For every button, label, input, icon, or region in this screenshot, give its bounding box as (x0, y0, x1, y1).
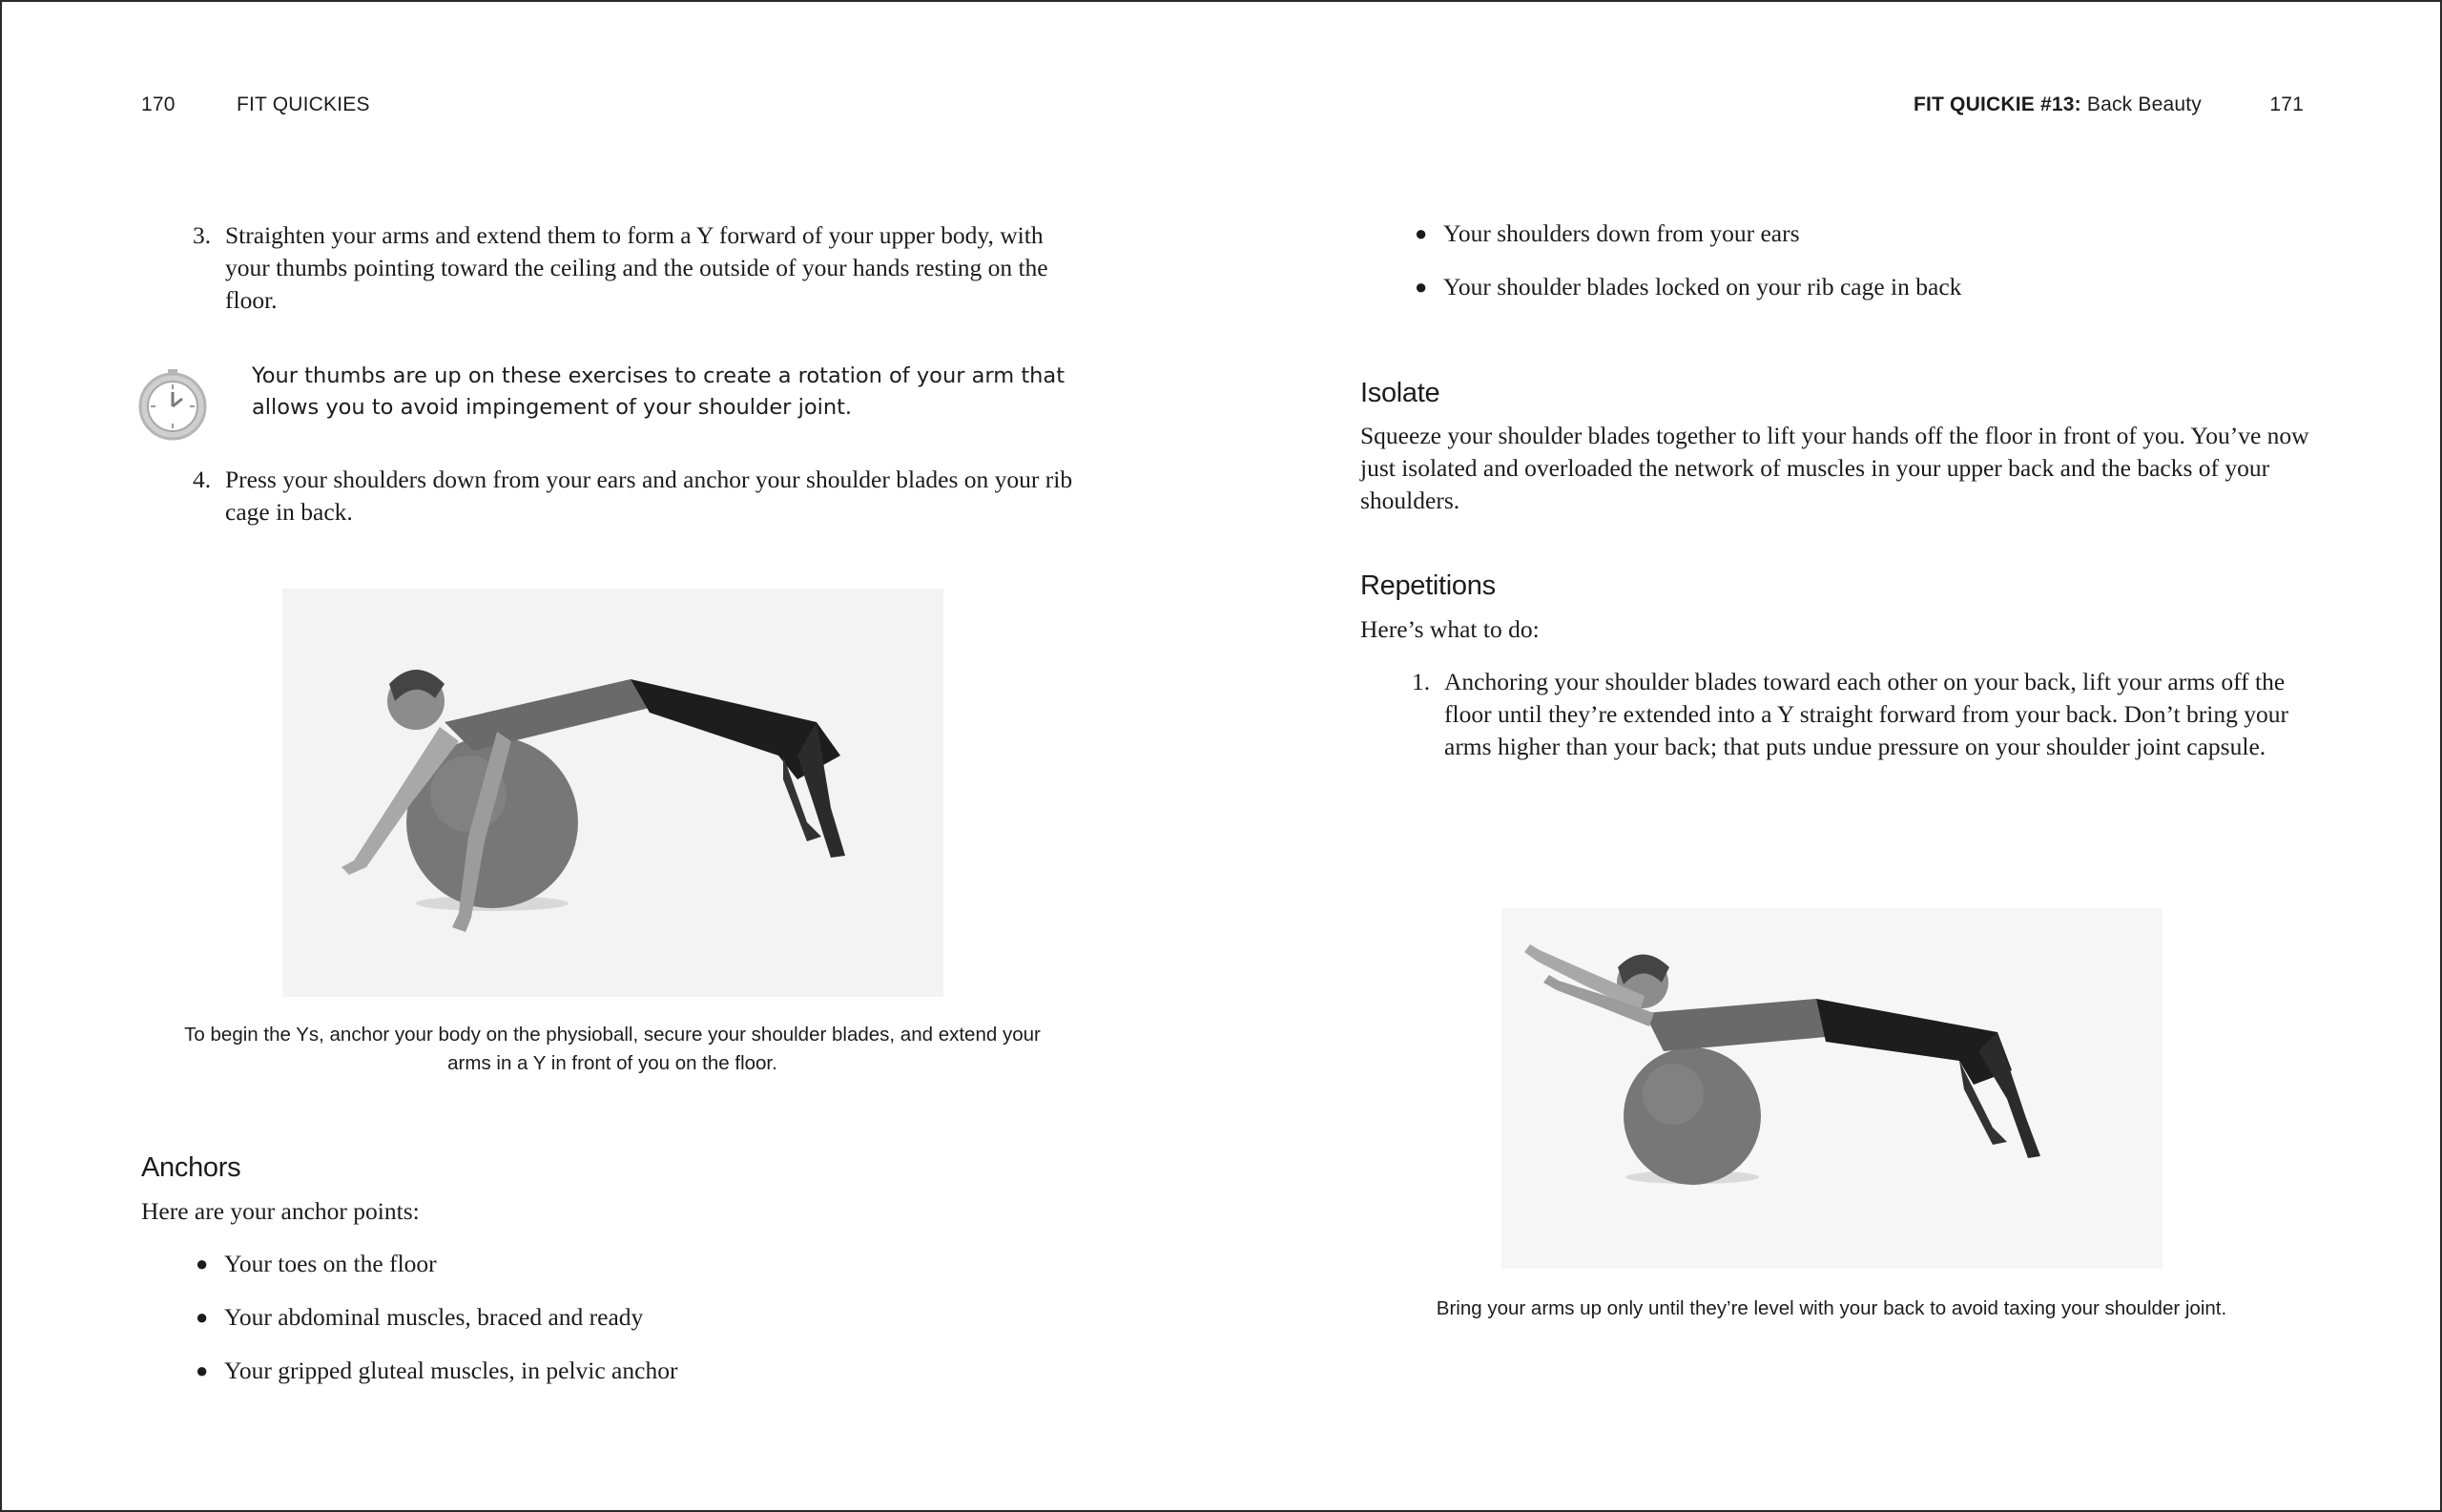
step-1 (1412, 666, 2301, 763)
step-number: 1. (1412, 668, 1431, 695)
list-item: ● Your abdominal muscles, braced and ready (196, 1301, 1092, 1334)
page-number: 170 (141, 93, 176, 115)
section-heading-anchors: Anchors (141, 1152, 241, 1183)
bullet-icon: ● (196, 1252, 209, 1275)
list-item: ● Your shoulder blades locked on your rib cage in back (1415, 271, 2311, 303)
photo-caption: To begin the Ys, anchor your body on the physioball, secure your shoulder blades, and extend your arms in a Y in front of you on the floor. (184, 1024, 1041, 1074)
exercise-photo-lift (1501, 908, 2163, 1269)
bullet-icon: ● (196, 1358, 209, 1382)
step-number: 4. (193, 466, 212, 493)
anchors-intro: Here are your anchor points: (141, 1197, 420, 1225)
step-text: Straighten your arms and extend them to form a Y forward of your upper body, with your thumbs pointing toward the ceiling and the outside of your hands resting on the floor. (225, 221, 1048, 314)
tip-text: Your thumbs are up on these exercises to create a rotation of your arm that allows you to avoid impingement of your shoulder joint. (252, 363, 1066, 420)
section-heading-repetitions: Repetitions (1360, 570, 1496, 601)
running-head-title: Back Beauty (2086, 93, 2202, 115)
right-page (1221, 2, 2440, 1510)
list-item: ● Your toes on the floor (196, 1248, 1092, 1280)
step-text: Anchoring your shoulder blades toward each other on your back, lift your arms off the floor until they’re extended into a Y straight forward from your back. Don’t bring your arms higher than your back; that puts undue pressure on your shoulder joint capsule. (1444, 668, 2288, 760)
bullet-icon: ● (1415, 221, 1428, 245)
bullet-icon: ● (1415, 275, 1428, 299)
stopwatch-icon (135, 366, 211, 443)
photo-caption: Bring your arms up only until they’re level with your back to avoid taxing your shoulder joint. (1436, 1297, 2227, 1319)
bullet-icon: ● (196, 1305, 209, 1329)
list-item: ● Your shoulders down from your ears (1415, 217, 2311, 250)
step-4 (193, 464, 1089, 528)
step-number: 3. (193, 221, 212, 249)
step-text: Press your shoulders down from your ears and anchor your shoulder blades on your rib cage in back. (225, 466, 1073, 526)
section-heading-isolate: Isolate (1360, 378, 1440, 408)
left-page (2, 2, 1221, 1510)
isolate-text: Squeeze your shoulder blades together to lift your hands off the floor in front of you. You’ve now just isolated and overloaded the network of muscles in your upper back and the backs of your shoulders. (1360, 422, 2309, 514)
top-bullet-list (1415, 217, 2311, 324)
running-head: FIT QUICKIES (237, 93, 370, 115)
anchors-list (196, 1248, 1092, 1408)
running-head-label: FIT QUICKIE #13: (1913, 93, 2081, 115)
exercise-photo-start (282, 589, 943, 997)
page-number: 171 (2269, 93, 2304, 115)
step-3 (193, 219, 1089, 317)
list-item: ● Your gripped gluteal muscles, in pelvic anchor (196, 1355, 1092, 1387)
running-head (1914, 93, 2202, 116)
repetitions-intro: Here’s what to do: (1360, 615, 1540, 643)
